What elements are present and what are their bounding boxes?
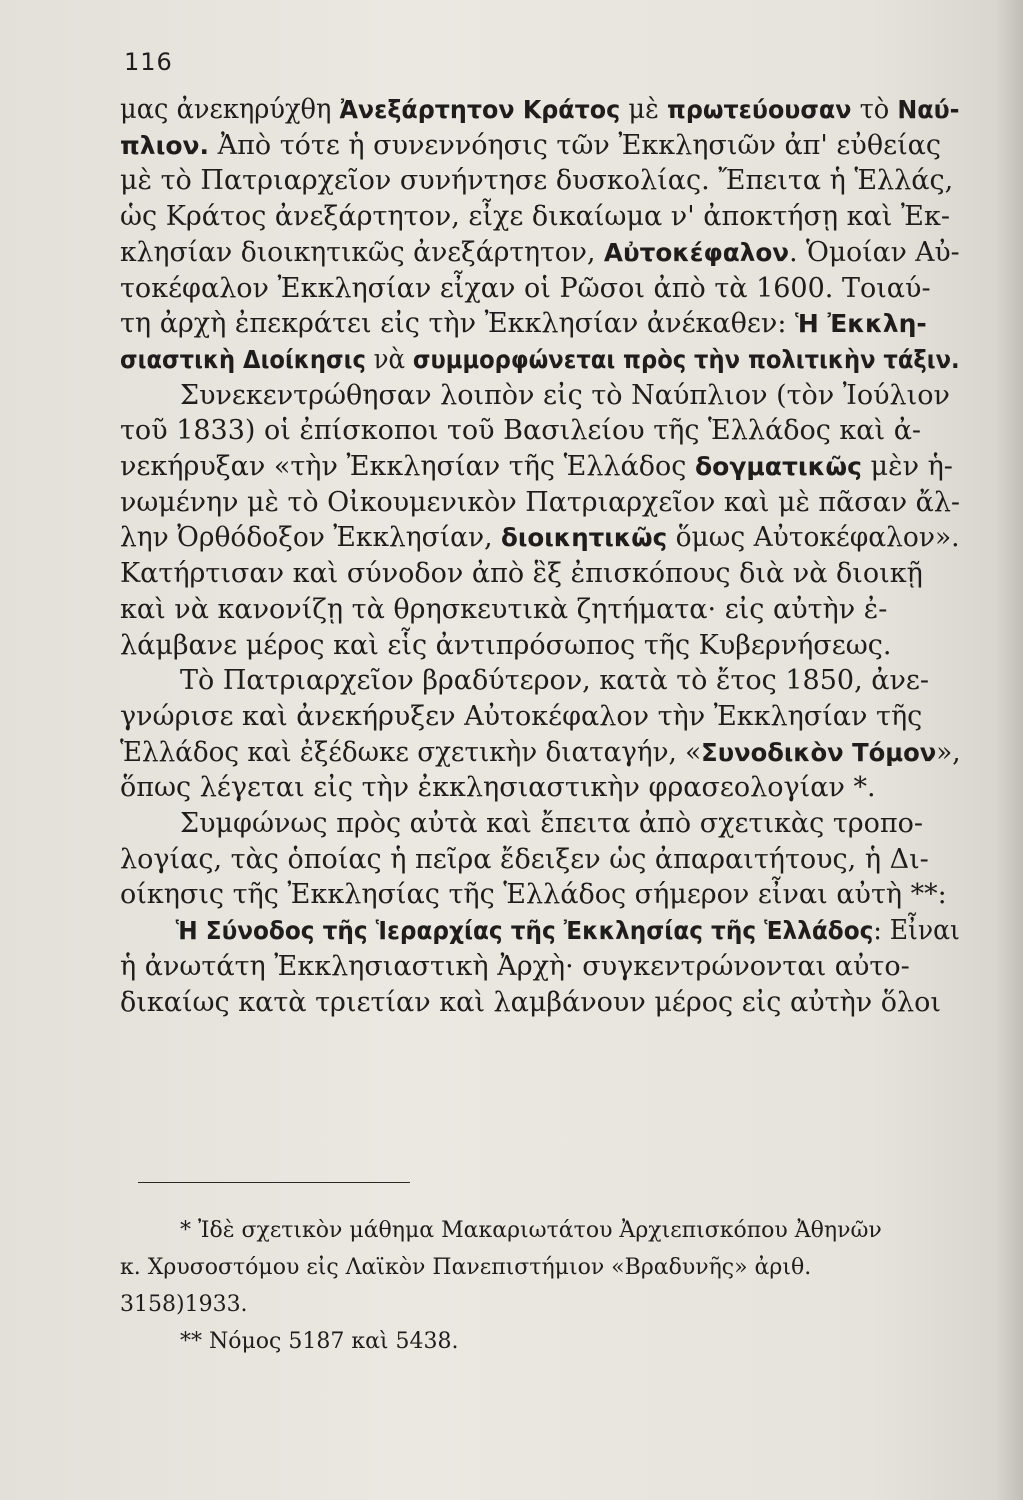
text-line: κλησίαν διοικητικῶς ἀνεξάρτητον, Αὐτοκέφαλον. Ὁμοίαν Αὐ- (120, 236, 960, 268)
footnote-line: ** Νόμος 5187 καὶ 5438. (180, 1329, 459, 1354)
bold-term: Συνοδικὸν Τόμον (701, 737, 937, 767)
footnote-line: * Ἰδὲ σχετικὸν μάθημα Μακαριωτάτου Ἀρχιεπισκόπου Ἀθηνῶν (180, 1218, 882, 1243)
text-line: τοκέφαλον Ἐκκλησίαν εἶχαν οἱ Ρῶσοι ἀπὸ τὰ 1600. Τοιαύ- (120, 272, 931, 304)
bold-term: συμμορφώνεται πρὸς τὴν πολιτικὴν τάξιν. (412, 344, 960, 374)
text-line: νεκήρυξαν «τὴν Ἐκκλησίαν τῆς Ἑλλάδος δογματικῶς μὲν ἡ- (120, 451, 953, 483)
footnote-rule (138, 1182, 410, 1183)
text-line: ὡς Κράτος ἀνεξάρτητον, εἶχε δικαίωμα ν' ἀποκτήσῃ καὶ Ἐκ- (120, 201, 950, 233)
bold-term: Αὐτοκέφαλον (603, 237, 790, 267)
text-line: Συνεκεντρώθησαν λοιπὸν εἰς τὸ Ναύπλιον (τὸν Ἰούλιον (180, 379, 950, 411)
text-line: δικαίως κατὰ τριετίαν καὶ λαμβάνουν μέρος εἰς αὐτὴν ὅλοι (120, 986, 941, 1018)
text-line: λάμβανε μέρος καὶ εἷς ἀντιπρόσωπος τῆς Κυβερνήσεως. (120, 629, 892, 661)
text-line: Ἡ Σύνοδος τῆς Ἱεραρχίας τῆς Ἐκκλησίας τῆς Ἑλλάδος: Εἶναι (175, 915, 960, 947)
text-line: ἡ ἀνωτάτη Ἐκκλησιαστικὴ Ἀρχὴ· συγκεντρώνονται αὐτο- (120, 950, 910, 982)
text-line: λην Ὀρθόδοξον Ἐκκλησίαν, διοικητικῶς ὅμως Αὐτοκέφαλον». (120, 522, 960, 554)
bold-term: Ναύ- (897, 95, 960, 124)
footnotes (120, 1212, 960, 1360)
footnote-line: 3158)1933. (120, 1292, 248, 1317)
bold-term: σιαστικὴ Διοίκησις (120, 344, 366, 374)
text-line: καὶ νὰ κανονίζῃ τὰ θρησκευτικὰ ζητήματα· εἰς αὐτὴν ἐ- (120, 593, 888, 625)
bold-term: πρωτεύουσαν (667, 95, 852, 124)
text-line: μὲ τὸ Πατριαρχεῖον συνήντησε δυσκολίας. Ἔπειτα ἡ Ἑλλάς, (120, 165, 954, 197)
bold-term: διοικητικῶς (500, 523, 668, 553)
text-line (120, 92, 960, 128)
text-line: ὅπως λέγεται εἰς τὴν ἐκκλησιαστικὴν φρασεολογίαν *. (120, 772, 876, 804)
text-line: λογίας, τὰς ὁποίας ἡ πεῖρα ἔδειξεν ὡς ἀπαραιτήτους, ἡ Δι- (120, 843, 929, 875)
text-line: οίκησις τῆς Ἐκκλησίας τῆς Ἑλλάδος σήμερον εἶναι αὐτὴ **: (120, 879, 947, 911)
text-line: πλιον. Ἀπὸ τότε ἡ συνεννόησις τῶν Ἐκκλησιῶν ἀπ' εὐθείας (120, 129, 942, 161)
page-spine-shadow (995, 0, 1023, 1500)
text-line: Τὸ Πατριαρχεῖον βραδύτερον, κατὰ τὸ ἔτος 1850, ἀνε- (180, 665, 929, 697)
text-line: Κατήρτισαν καὶ σύνοδον ἀπὸ ἓξ ἐπισκόπους διὰ νὰ διοικῇ (120, 558, 923, 590)
text-line: σιαστικὴ Διοίκησις νὰ συμμορφώνεται πρὸς τὴν πολιτικὴν τάξιν. (120, 343, 960, 375)
footnote-line: κ. Χρυσοστόμου εἰς Λαϊκὸν Πανεπιστήμιον «Βραδυνῆς» ἀριθ. (120, 1255, 812, 1280)
text-run: μας ἀνεκηρύχθη Ἀνεξάρτητον Κράτος μὲ πρωτεύουσαν τὸ Ναύ- (120, 94, 960, 125)
text-line: τη ἀρχὴ ἐπεκράτει εἰς τὴν Ἐκκλησίαν ἀνέκαθεν: Ἡ Ἐκκλη- (120, 308, 927, 340)
bold-term: Ἡ Σύνοδος τῆς Ἱεραρχίας τῆς Ἐκκλησίας τῆς Ἑλλάδος (175, 916, 874, 946)
text-line: γνώρισε καὶ ἀνεκήρυξεν Αὐτοκέφαλον τὴν Ἐκκλησίαν τῆς (120, 700, 923, 732)
bold-term: Ἡ Ἐκκλη- (795, 309, 927, 339)
bold-term: δογματικῶς (695, 452, 862, 482)
text-line: Συμφώνως πρὸς αὐτὰ καὶ ἔπειτα ἀπὸ σχετικὰς τροπο- (180, 808, 924, 840)
bold-term: Ἀνεξάρτητον Κράτος (339, 95, 621, 124)
body-text (120, 92, 960, 1020)
text-line: Ἑλλάδος καὶ ἐξέδωκε σχετικὴν διαταγήν, «Συνοδικὸν Τόμον», (120, 736, 961, 768)
text-line: τοῦ 1833) οἱ ἐπίσκοποι τοῦ Βασιλείου τῆς Ἑλλάδος καὶ ἀ- (120, 415, 922, 447)
text-line: νωμένην μὲ τὸ Οἰκουμενικὸν Πατριαρχεῖον καὶ μὲ πᾶσαν ἄλ- (120, 486, 960, 518)
page-number: 116 (124, 48, 173, 76)
bold-term: πλιον. (120, 130, 210, 160)
